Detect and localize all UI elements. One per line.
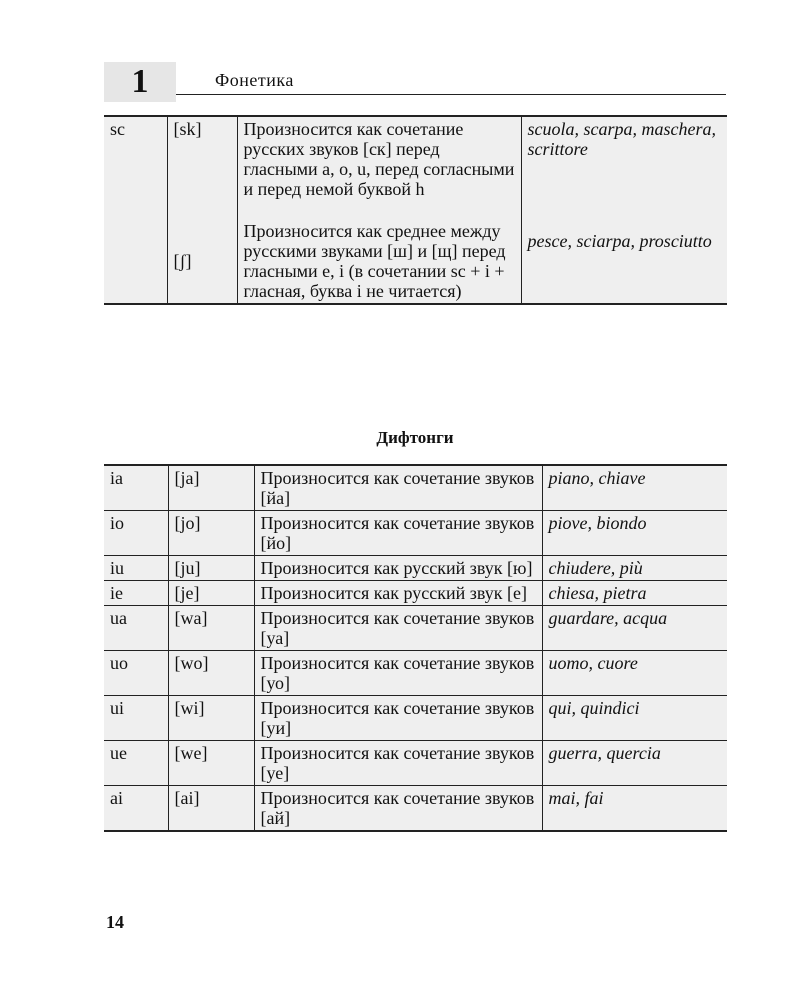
examples-cell (521, 116, 727, 304)
table-row (104, 511, 727, 556)
examples-cell: piove, biondo (542, 511, 727, 556)
chapter-number: 1 (131, 63, 149, 100)
examples-cell: piano, chiave (542, 465, 727, 511)
examples-sk: scuola, scarpa, maschera, scrittore (527, 119, 716, 159)
letters-cell: ie (104, 581, 168, 606)
description-cell: Произносится как сочетание звуков [уо] (254, 651, 542, 696)
chapter-title: Фонетика (215, 70, 294, 90)
description-cell: Произносится как сочетание звуков [ай] (254, 786, 542, 832)
sound-cell: [ja] (168, 465, 254, 511)
table-row (104, 556, 727, 581)
table-row (104, 116, 727, 304)
sound-cell: [we] (168, 741, 254, 786)
letters-cell: uo (104, 651, 168, 696)
sound-sh: [ʃ] (173, 251, 192, 271)
table-row (104, 465, 727, 511)
sound-cell: [ai] (168, 786, 254, 832)
table-row (104, 606, 727, 651)
table-row (104, 581, 727, 606)
description-cell: Произносится как сочетание звуков [уи] (254, 696, 542, 741)
description-cell: Произносится как русский звук [ю] (254, 556, 542, 581)
sc-table (104, 115, 727, 305)
examples-cell: guerra, quercia (542, 741, 727, 786)
sound-cell: [jo] (168, 511, 254, 556)
description-cell: Произносится как сочетание звуков [йо] (254, 511, 542, 556)
examples-cell: guardare, acqua (542, 606, 727, 651)
table-row (104, 651, 727, 696)
letters: sc (110, 119, 125, 139)
description-cell: Произносится как сочетание звуков [уе] (254, 741, 542, 786)
letters-cell: io (104, 511, 168, 556)
sound-cell: [je] (168, 581, 254, 606)
letters-cell: ai (104, 786, 168, 832)
letters-cell (104, 116, 167, 304)
description-sh: Произносится как среднее между русскими звуками [ш] и [щ] перед гласными e, i (в сочетании sc + i + гласная, буква i не читается) (243, 221, 506, 301)
examples-cell: mai, fai (542, 786, 727, 832)
examples-cell: chiesa, pietra (542, 581, 727, 606)
letters-cell: ia (104, 465, 168, 511)
section-title: Дифтонги (376, 428, 454, 447)
chapter-badge (104, 62, 176, 102)
table-row (104, 786, 727, 832)
description-cell: Произносится как русский звук [е] (254, 581, 542, 606)
sound-cell: [wo] (168, 651, 254, 696)
page-number: 14 (106, 912, 124, 932)
description-cell (237, 116, 521, 304)
examples-cell: uomo, cuore (542, 651, 727, 696)
letters-cell: ue (104, 741, 168, 786)
examples-sh: pesce, sciarpa, prosciutto (527, 231, 712, 251)
letters-cell: ua (104, 606, 168, 651)
sound-cell: [wa] (168, 606, 254, 651)
examples-cell: qui, quindici (542, 696, 727, 741)
sound-cell: [wi] (168, 696, 254, 741)
header-rule (176, 94, 726, 95)
diphthongs-table (104, 464, 727, 832)
letters-cell: iu (104, 556, 168, 581)
sound-cell: [ju] (168, 556, 254, 581)
letters-cell: ui (104, 696, 168, 741)
table-row (104, 741, 727, 786)
description-sk: Произносится как сочетание русских звуков [ск] перед гласными a, o, u, перед согласными и перед немой буквой h (243, 119, 515, 199)
description-cell: Произносится как сочетание звуков [уа] (254, 606, 542, 651)
examples-cell: chiudere, più (542, 556, 727, 581)
table-row (104, 696, 727, 741)
sound-cell (167, 116, 237, 304)
description-cell: Произносится как сочетание звуков [йа] (254, 465, 542, 511)
sound-sk: [sk] (173, 119, 202, 139)
